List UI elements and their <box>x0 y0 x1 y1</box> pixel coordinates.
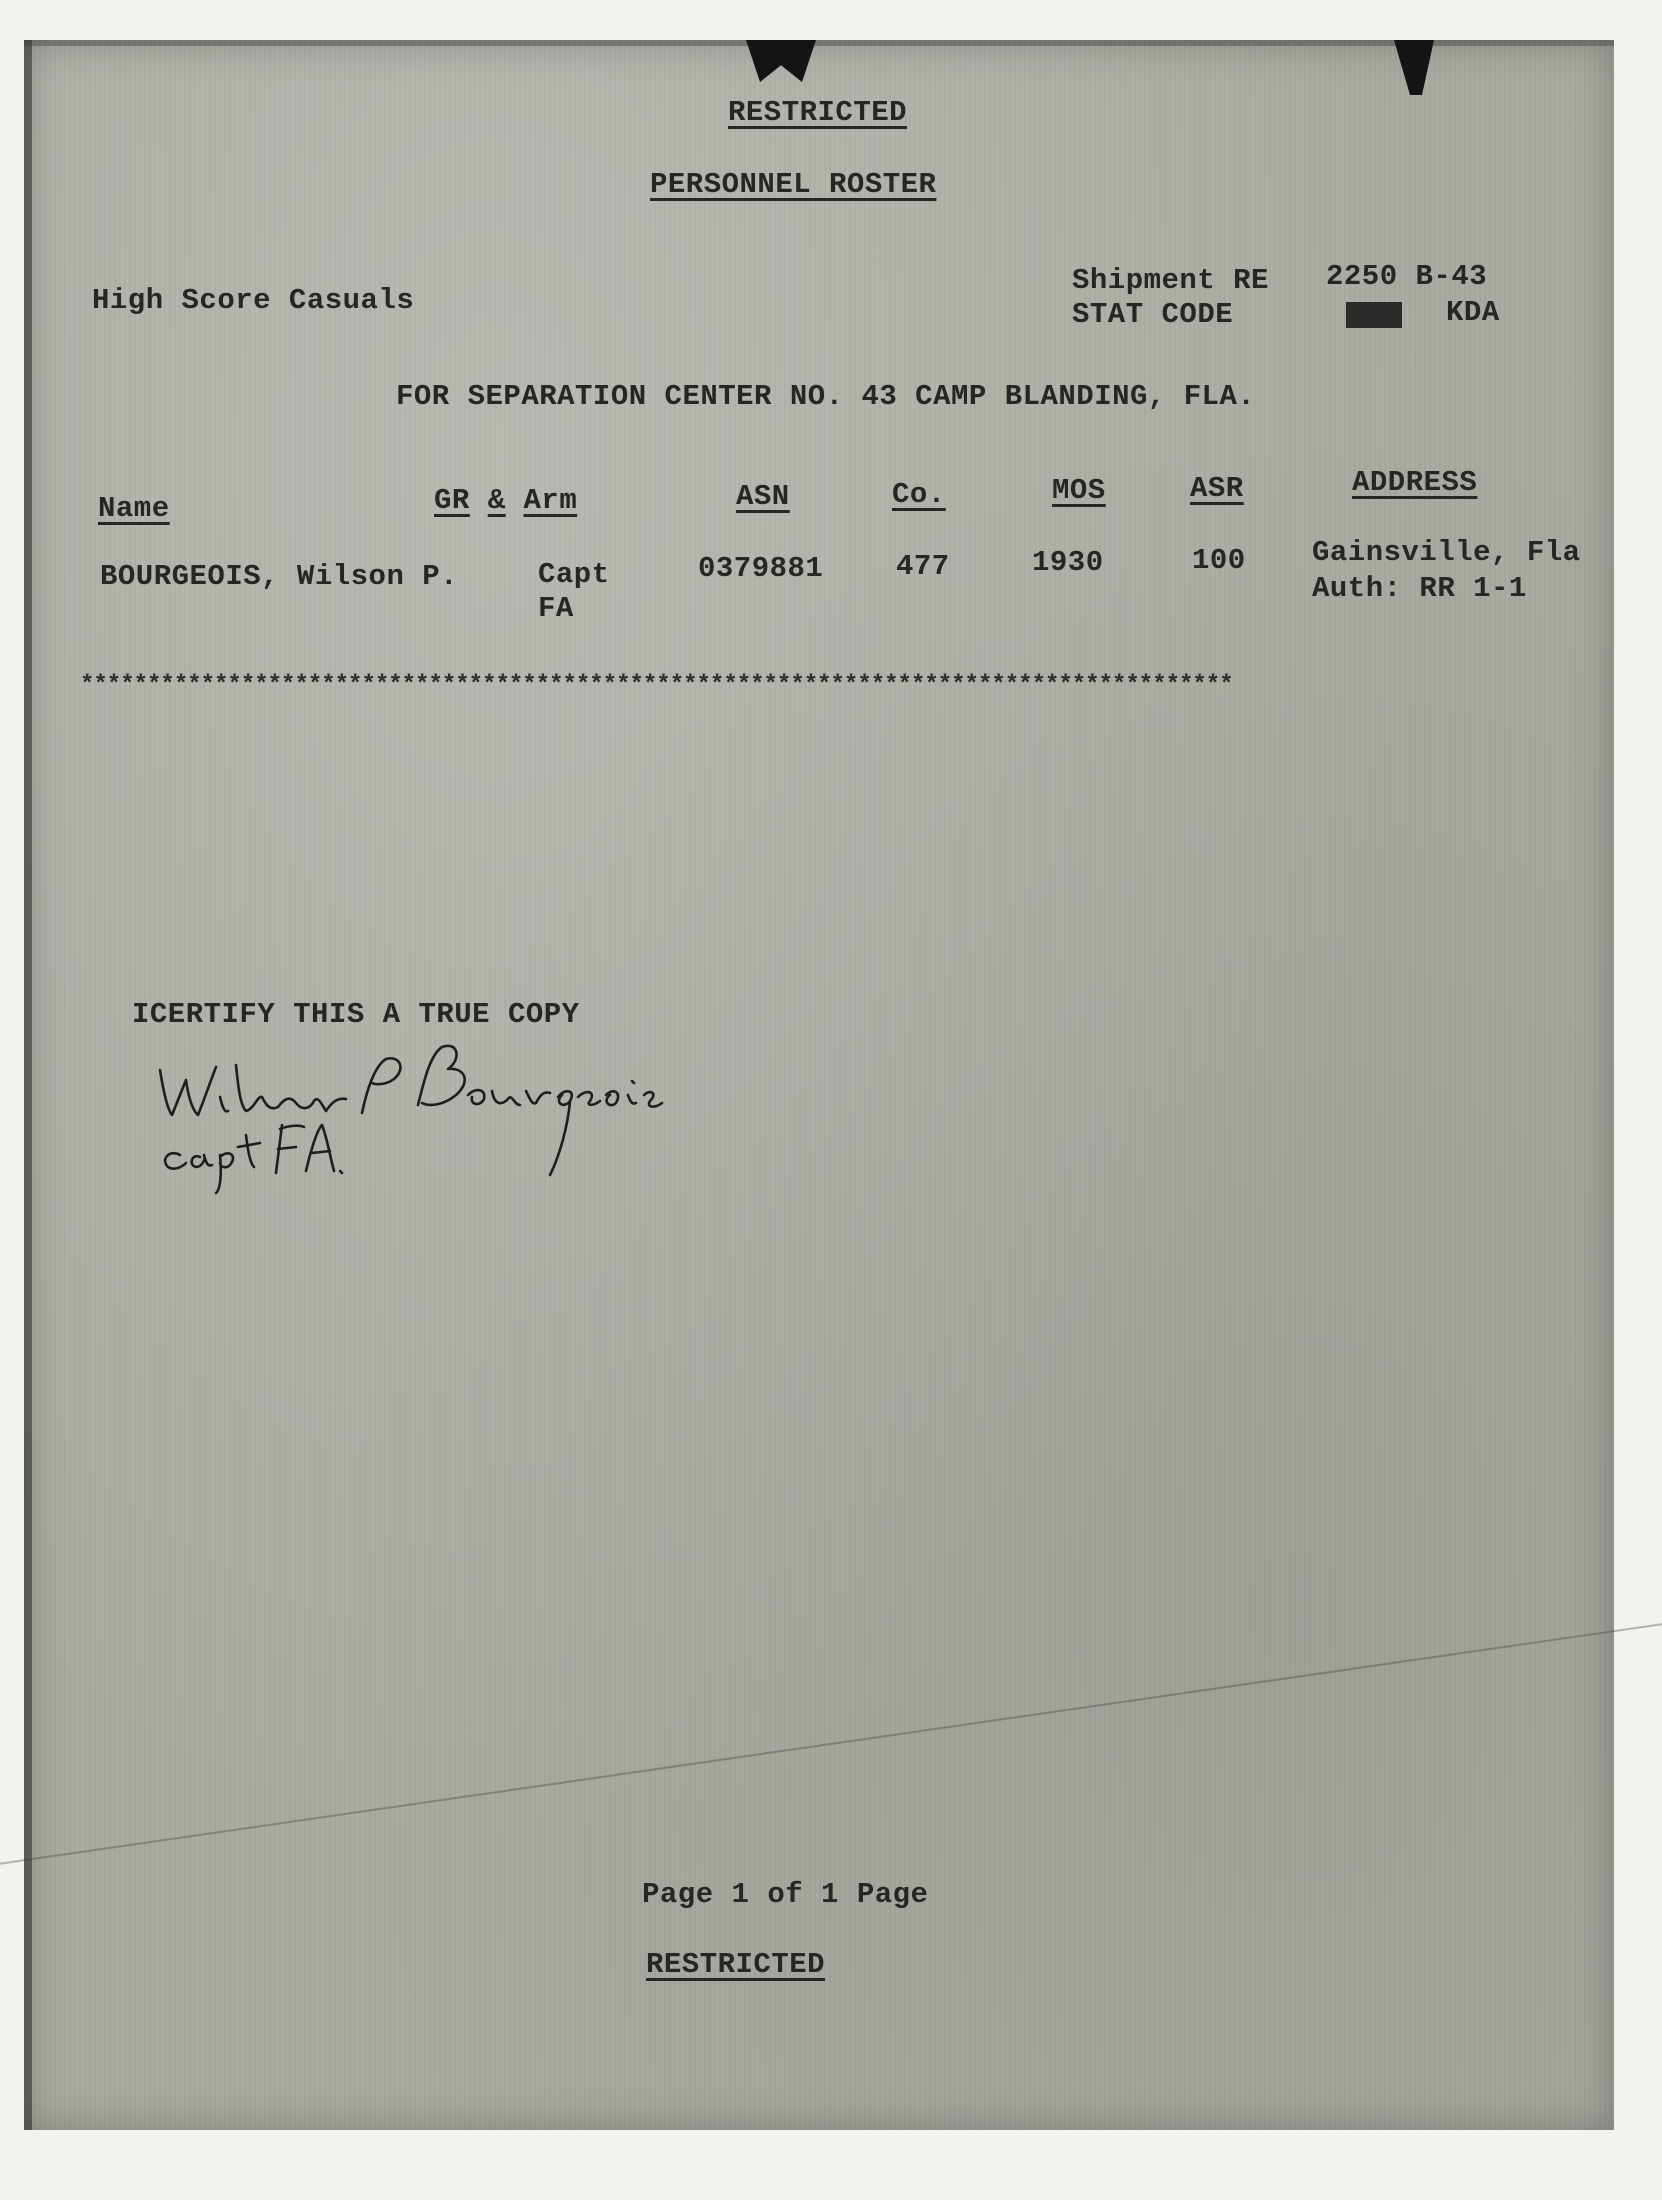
redacted-mark <box>1346 302 1402 328</box>
ink-stain-right <box>1394 40 1434 95</box>
column-header-gr-arm <box>434 484 577 517</box>
column-header-mos: MOS <box>1052 474 1106 507</box>
paper-left-edge <box>24 40 32 2130</box>
column-header-name: Name <box>98 492 170 525</box>
column-header-asr: ASR <box>1190 472 1244 505</box>
roster-title: PERSONNEL ROSTER <box>650 168 937 201</box>
restricted-top-title: RESTRICTED <box>728 96 908 129</box>
row-arm: FA <box>538 592 574 625</box>
row-auth: Auth: RR 1-1 <box>1312 572 1527 605</box>
row-address: Gainsville, Fla <box>1312 536 1581 569</box>
column-header-asn: ASN <box>736 480 790 513</box>
row-mos: 1930 <box>1032 546 1104 579</box>
row-asr: 100 <box>1192 544 1246 577</box>
row-grade: Capt <box>538 558 610 591</box>
column-header-gr: GR <box>434 484 470 517</box>
asterisk-separator: ************************************************************************************** <box>80 672 1233 699</box>
row-name: BOURGEOIS, Wilson P. <box>100 560 459 593</box>
destination-line: FOR SEPARATION CENTER NO. 43 CAMP BLANDING, FLA. <box>396 380 1256 413</box>
ink-stain-top <box>746 40 816 82</box>
page-indicator: Page 1 of 1 Page <box>642 1878 929 1911</box>
paper-fold-line <box>0 1623 1662 1867</box>
stat-code-label: STAT CODE <box>1072 298 1234 331</box>
shipment-label: Shipment RE <box>1072 264 1269 297</box>
row-co: 477 <box>896 550 950 583</box>
column-header-co: Co. <box>892 478 946 511</box>
certification-statement: ICERTIFY THIS A TRUE COPY <box>132 998 580 1031</box>
column-header-arm: Arm <box>523 484 578 517</box>
paper-top-edge <box>24 40 1614 46</box>
stat-code-value: KDA <box>1446 296 1500 329</box>
handwritten-signature <box>150 1025 710 1200</box>
column-header-amp: & <box>487 484 506 517</box>
shipment-value: 2250 B-43 <box>1326 260 1488 293</box>
group-name: High Score Casuals <box>92 284 415 317</box>
restricted-bottom-title: RESTRICTED <box>646 1948 826 1981</box>
column-header-address: ADDRESS <box>1352 466 1478 499</box>
signature-drawing <box>150 1025 710 1195</box>
row-asn: 0379881 <box>698 552 824 585</box>
